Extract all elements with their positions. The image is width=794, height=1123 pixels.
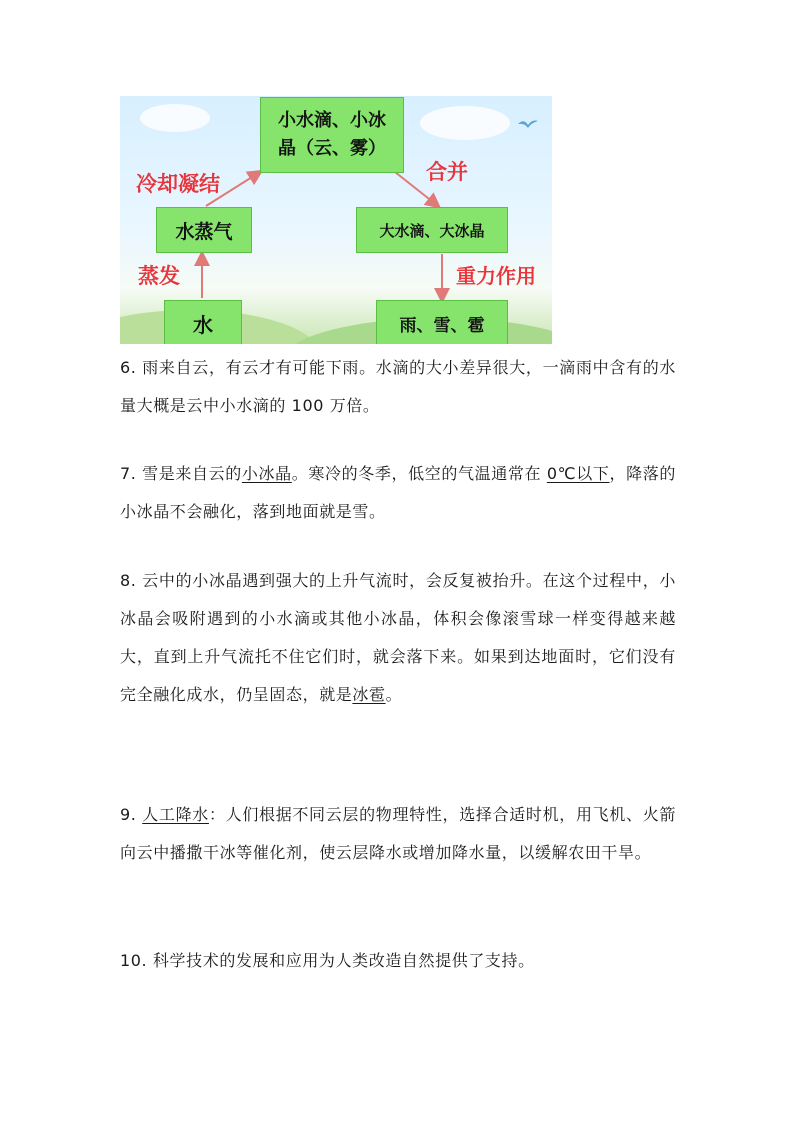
paragraph-7-text: 。寒冷的冬季，低空的气温通常在 <box>291 464 547 483</box>
paragraph-8-text: 8. 云中的小冰晶遇到强大的上升气流时，会反复被抬升。在这个过程中，小冰晶会吸附遇到的小水滴或其他小冰晶，体积会像滚雪球一样变得越来越大，直到上升气流托不住它们时，就会落下来。如果到达地面时，它们没有完全融化成水，仍呈固态，就是 <box>120 571 676 704</box>
label-gravity: 重力作用 <box>456 264 536 288</box>
box-small-droplets-line2: 晶（云、雾） <box>278 138 386 159</box>
paragraph-8 <box>120 562 676 714</box>
paragraph-8-text: 。 <box>385 685 403 704</box>
paragraph-7-text: 7. 雪是来自云的 <box>120 464 242 483</box>
paragraph-9-text: 9. <box>120 805 143 824</box>
label-merge: 合并 <box>426 160 468 184</box>
term-artificial-precipitation: 人工降水 <box>142 805 209 824</box>
box-precipitation: 雨、雪、雹 <box>376 300 508 344</box>
box-small-droplets-line1: 小水滴、小冰 <box>278 110 386 131</box>
label-evaporation: 蒸发 <box>138 264 180 288</box>
term-hail: 冰雹 <box>352 685 386 704</box>
paragraph-10: 10. 科学技术的发展和应用为人类改造自然提供了支持。 <box>120 951 535 970</box>
box-big-droplets: 大水滴、大冰晶 <box>356 207 508 253</box>
term-below-zero: 0℃以下 <box>546 464 610 483</box>
water-cycle-diagram <box>120 96 552 344</box>
paragraph-7-text: ，降落的小冰晶不会融化，落到地面就是雪。 <box>120 464 676 521</box>
paragraph-6: 6. 雨来自云，有云才有可能下雨。水滴的大小差异很大，一滴雨中含有的水量大概是云中小水滴的 100 万倍。 <box>120 358 676 415</box>
box-small-droplets <box>260 97 404 173</box>
label-cooling-condensation: 冷却凝结 <box>136 172 220 196</box>
paragraph-7 <box>120 455 676 531</box>
paragraph-9-text: ：人们根据不同云层的物理特性，选择合适时机，用飞机、火箭向云中播撒干冰等催化剂，使云层降水或增加降水量，以缓解农田干旱。 <box>120 805 676 862</box>
box-water: 水 <box>164 300 242 344</box>
box-water-vapor: 水蒸气 <box>156 207 252 253</box>
paragraph-9 <box>120 796 676 872</box>
term-small-ice-crystals: 小冰晶 <box>241 464 292 483</box>
